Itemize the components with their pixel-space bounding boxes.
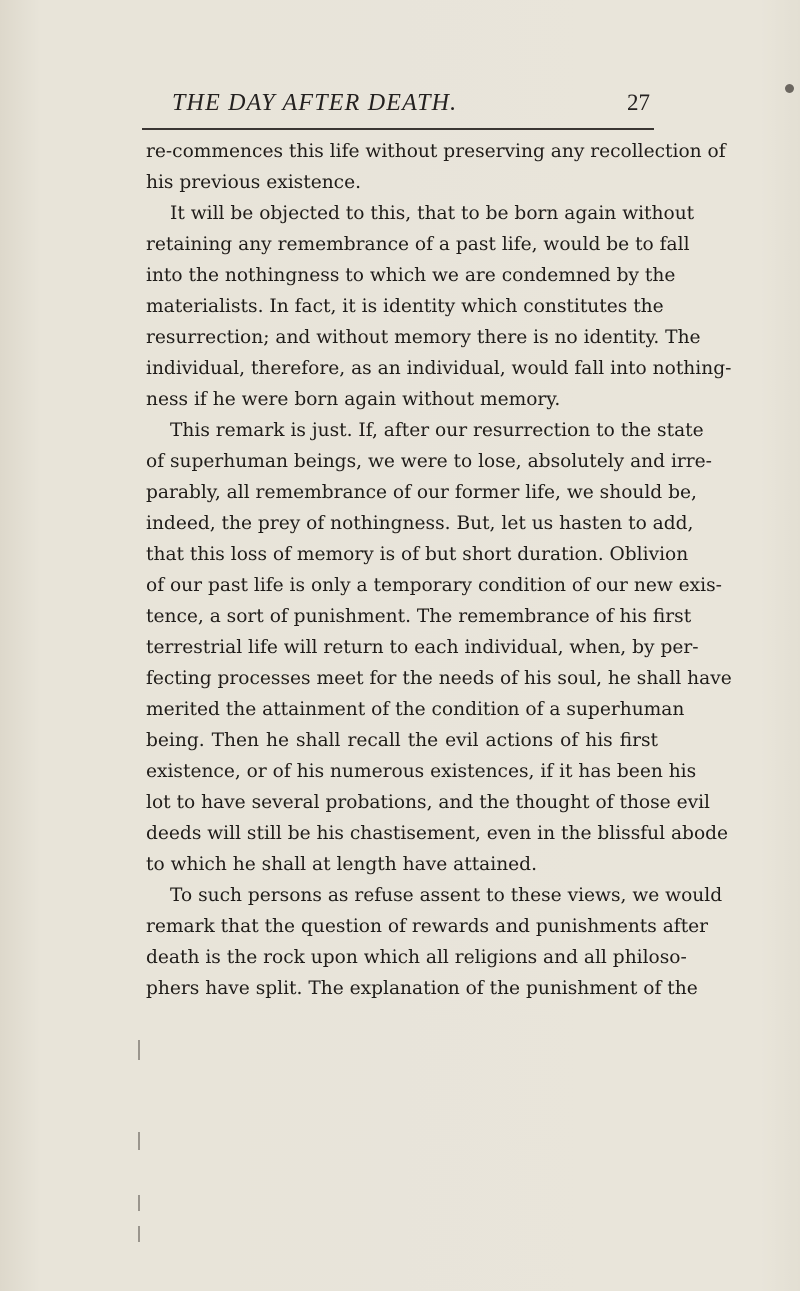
text-line: of our past life is only a temporary condition of our new exis- [146, 575, 722, 596]
header-rule [142, 128, 654, 130]
text-line: individual, therefore, as an individual, would fall into nothing- [146, 358, 732, 379]
text-line: resurrection; and without memory there is no identity. The [146, 327, 701, 348]
text-line: parably, all remembrance of our former life, we should be, [146, 482, 697, 503]
text-line: fecting processes meet for the needs of his soul, he shall have [146, 668, 732, 689]
text-line: into the nothingness to which we are condemned by the [146, 265, 676, 286]
text-line: This remark is just. If, after our resurrection to the state [170, 420, 704, 441]
text-line: merited the attainment of the condition of a superhuman [146, 699, 685, 720]
ink-dot [785, 84, 794, 93]
text-line: that this loss of memory is of but short duration. Oblivion [146, 544, 689, 565]
margin-mark [138, 1040, 140, 1060]
margin-mark [138, 1226, 140, 1242]
text-line: ness if he were born again without memory. [146, 389, 561, 410]
text-line: being. Then he shall recall the evil actions of his first [146, 730, 658, 751]
page-number: 27 [627, 90, 650, 115]
text-line: to which he shall at length have attained. [146, 854, 537, 875]
running-title: THE DAY AFTER DEATH. [172, 90, 458, 116]
running-head [120, 84, 650, 124]
text-line: retaining any remembrance of a past life, would be to fall [146, 234, 690, 255]
text-line: indeed, the prey of nothingness. But, let us hasten to add, [146, 513, 694, 534]
text-line: deeds will still be his chastisement, even in the blissful abode [146, 823, 729, 844]
text-line: It will be objected to this, that to be born again without [170, 203, 695, 224]
text-line: phers have split. The explanation of the punishment of the [146, 978, 698, 999]
body-text [146, 136, 732, 1004]
text-line: remark that the question of rewards and punishments after [146, 916, 709, 937]
text-line: re-commences this life without preserving any recollection of [146, 141, 726, 162]
text-line: death is the rock upon which all religions and all philoso- [146, 947, 687, 968]
text-line: lot to have several probations, and the thought of those evil [146, 792, 710, 813]
text-line: of superhuman beings, we were to lose, absolutely and irre- [146, 451, 712, 472]
text-line: materialists. In fact, it is identity which constitutes the [146, 296, 664, 317]
margin-mark [138, 1195, 140, 1211]
text-line: his previous existence. [146, 172, 361, 193]
text-line: To such persons as refuse assent to these views, we would [170, 885, 723, 906]
text-line: tence, a sort of punishment. The remembrance of his first [146, 606, 692, 627]
text-line: terrestrial life will return to each individual, when, by per- [146, 637, 699, 658]
margin-mark [138, 1132, 140, 1150]
text-line: existence, or of his numerous existences, if it has been his [146, 761, 697, 782]
